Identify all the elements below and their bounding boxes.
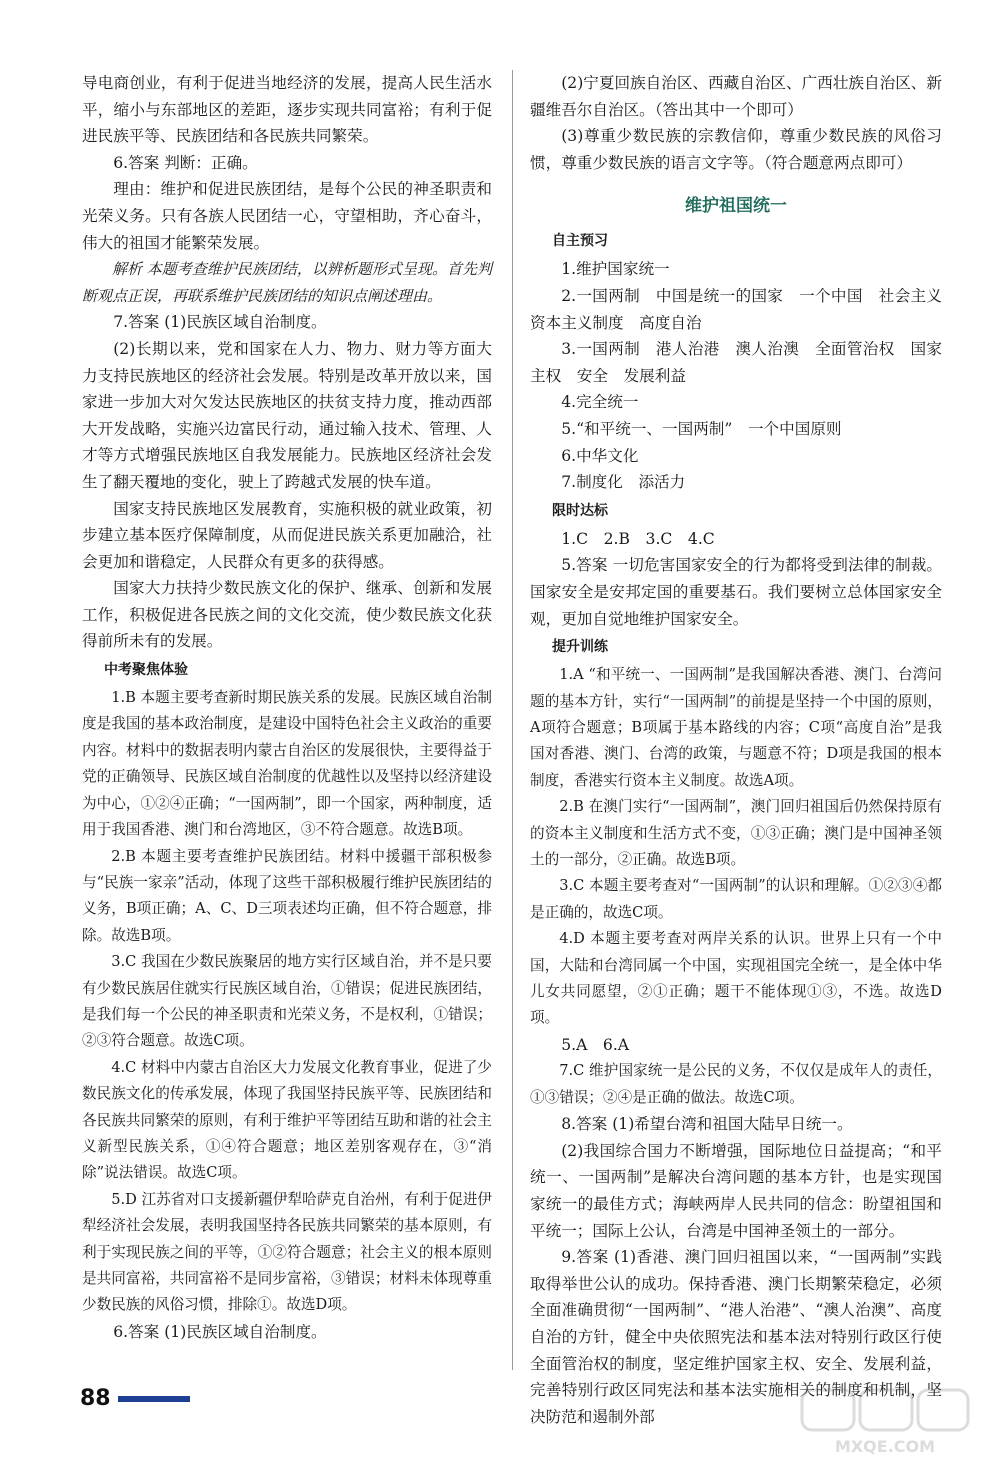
answer-paragraph: 6.中华文化 xyxy=(561,446,639,465)
section-title: 维护祖国统一 xyxy=(685,196,787,217)
answer-paragraph: 7.C 维护国家统一是公民的义务，不仅仅是成年人的责任，①③错误；②④是正确的做法。故选C项。 xyxy=(530,1062,942,1106)
column-divider xyxy=(512,70,513,1370)
answer-paragraph: 1.C 2.B 3.C 4.C xyxy=(561,529,715,548)
watermark-logo xyxy=(800,1386,970,1458)
subsection-heading: 限时达标 xyxy=(552,502,608,519)
subsection-heading: 提升训练 xyxy=(552,639,608,656)
answer-paragraph: 8.答案 (1)希望台湾和祖国大陆早日统一。 xyxy=(561,1115,853,1134)
page-number-bar xyxy=(118,1396,190,1402)
answer-paragraph: 5.“和平统一、一国两制” 一个中国原则 xyxy=(561,419,842,438)
answer-paragraph: 5.A 6.A xyxy=(561,1035,630,1054)
analysis-paragraph: 解析 本题考查维护民族团结，以辨析题形式呈现。首先判断观点正误，再联系维护民族团结的知识点阐述理由。 xyxy=(82,260,492,305)
answer-paragraph: 7.答案 (1)民族区域自治制度。 xyxy=(113,313,327,332)
answer-paragraph: 6.答案 判断：正确。 xyxy=(113,153,258,172)
subsection-heading: 自主预习 xyxy=(552,233,608,250)
answer-paragraph: 2.B 在澳门实行“一国两制”，澳门回归祖国后仍然保持原有的资本主义制度和生活方式不变，①③正确；澳门是中国神圣领土的一部分，②正确。故选B项。 xyxy=(530,798,942,868)
answer-paragraph: 2.B 本题主要考查维护民族团结。材料中援疆干部积极参与“民族一家亲”活动，体现了这些干部积极履行维护民族团结的义务，B项正确；A、C、D三项表述均正确，但不符合题意，排除。故选B项。 xyxy=(82,847,492,944)
answer-paragraph: 3.一国两制 港人治港 澳人治澳 全面管治权 国家主权 安全 发展利益 xyxy=(530,340,942,385)
answer-paragraph: 3.C 本题主要考查对“一国两制”的认识和理解。①②③④都是正确的，故选C项。 xyxy=(530,877,942,921)
page-number: 88 xyxy=(80,1386,111,1411)
answer-paragraph: 4.完全统一 xyxy=(561,393,639,412)
answer-paragraph: (3)尊重少数民族的宗教信仰，尊重少数民族的风俗习惯，尊重少数民族的语言文字等。（符合题意两点即可） xyxy=(530,127,942,172)
answer-paragraph: 6.答案 (1)民族区域自治制度。 xyxy=(113,1322,327,1341)
subsection-heading: 中考聚焦体验 xyxy=(104,662,188,679)
answer-paragraph: 1.B 本题主要考查新时期民族关系的发展。民族区域自治制度是我国的基本政治制度，是建设中国特色社会主义政治的重要内容。材料中的数据表明内蒙古自治区的发展很快，主要得益于党的正确领导、民族区域自治制度的优越性以及坚持以经济建设为中心，①②④正确；“一国两制”，即一个国家，两种制度，适用于我国香港、澳门和台湾地区，③不符合题意。故选B项。 xyxy=(82,689,492,839)
answer-paragraph: 国家大力扶持少数民族文化的保护、继承、创新和发展工作，积极促进各民族之间的文化交流，使少数民族文化获得前所未有的发展。 xyxy=(82,579,492,651)
answer-paragraph: 1.A “和平统一、一国两制”是我国解决香港、澳门、台湾问题的基本方针，实行“一国两制”的前提是坚持一个中国的原则，A项符合题意；B项属于基本路线的内容；C项“高度自治”是我国对香港、澳门、台湾的政策，与题意不符；D项是我国的根本制度，香港实行资本主义制度。故选A项。 xyxy=(530,666,942,789)
answer-paragraph: (2)长期以来，党和国家在人力、物力、财力等方面大力支持民族地区的经济社会发展。特别是改革开放以来，国家进一步加大对欠发达民族地区的扶贫支持力度，推动西部大开发战略，实施兴边富民行动，通过输入技术、管理、人才等方式增强民族地区自我发展能力。民族地区经济社会发生了翻天覆地的变化，驶上了跨越式发展的快车道。 xyxy=(82,339,492,491)
svg-text:MXQE.COM: MXQE.COM xyxy=(834,1437,936,1456)
answer-paragraph: 国家支持民族地区发展教育，实施积极的就业政策，初步建立基本医疗保障制度，从而促进民族关系更加融洽，社会更加和谐稳定，人民群众有更多的获得感。 xyxy=(82,499,492,571)
answer-paragraph: (2)宁夏回族自治区、西藏自治区、广西壮族自治区、新疆维吾尔自治区。（答出其中一个即可） xyxy=(530,74,942,119)
answer-paragraph: 5.答案 一切危害国家安全的行为都将受到法律的制裁。国家安全是安邦定国的重要基石。我们要树立总体国家安全观，更加自觉地维护国家安全。 xyxy=(530,556,942,628)
answer-paragraph: 5.D 江苏省对口支援新疆伊犁哈萨克自治州，有利于促进伊犁经济社会发展，表明我国坚持各民族共同繁荣的基本原则，有利于实现民族之间的平等，①②符合题意；社会主义的根本原则是共同富裕，共同富裕不是同步富裕，③错误；材料未体现尊重少数民族的风俗习惯，排除①。故选D项。 xyxy=(82,1190,492,1314)
right-column xyxy=(530,70,958,1430)
answer-paragraph: 4.C 材料中内蒙古自治区大力发展文化教育事业，促进了少数民族文化的传承发展，体现了我国坚持民族平等、民族团结和各民族共同繁荣的原则，有利于维护平等团结互助和谐的社会主义新型民族关系，①④符合题意；地区差别客观存在，③“消除”说法错误。故选C项。 xyxy=(82,1058,492,1182)
answer-paragraph: 1.维护国家统一 xyxy=(561,260,670,279)
answer-paragraph: 3.C 我国在少数民族聚居的地方实行区域自治，并不是只要有少数民族居住就实行民族区域自治，①错误；促进民族团结，是我们每一个公民的神圣职责和光荣义务，不是权利，①错误；②③符合题意。故选C项。 xyxy=(82,953,492,1050)
answer-paragraph: 2.一国两制 中国是统一的国家 一个中国 社会主义 资本主义制度 高度自治 xyxy=(530,286,958,332)
answer-paragraph: 导电商创业，有利于促进当地经济的发展，提高人民生活水平，缩小与东部地区的差距，逐步实现共同富裕；有利于促进民族平等、民族团结和各民族共同繁荣。 xyxy=(82,74,492,146)
answer-paragraph: (2)我国综合国力不断增强，国际地位日益提高；“和平统一、一国两制”是解决台湾问题的基本方针，也是实现国家统一的最佳方式；海峡两岸人民共同的信念：盼望祖国和平统一；国际上公认，台湾是中国神圣领土的一部分。 xyxy=(530,1141,942,1240)
answer-paragraph: 理由：维护和促进民族团结，是每个公民的神圣职责和光荣义务。只有各族人民团结一心，守望相助，齐心奋斗，伟大的祖国才能繁荣发展。 xyxy=(82,180,492,252)
answer-paragraph: 4.D 本题主要考查对两岸关系的认识。世界上只有一个中国，大陆和台湾同属一个中国，实现祖国完全统一，是全体中华儿女共同愿望，②①正确；题干不能体现①③，不选。故选D项。 xyxy=(530,930,942,1027)
answer-paragraph: 7.制度化 添活力 xyxy=(561,473,686,492)
answer-paragraph: 9.答案 (1)香港、澳门回归祖国以来，“一国两制”实践取得举世公认的成功。保持香港、澳门长期繁荣稳定，必须全面准确贯彻“一国两制”、“港人治港”、“澳人治澳”、高度自治的方针，健全中央依照宪法和基本法对特别行政区行使全面管治权的制度，坚定维护国家主权、安全、发展利益，完善特别行政区同宪法和基本法实施相关的制度和机制，坚决防范和遏制外部 xyxy=(530,1248,942,1426)
left-column xyxy=(82,70,492,1345)
